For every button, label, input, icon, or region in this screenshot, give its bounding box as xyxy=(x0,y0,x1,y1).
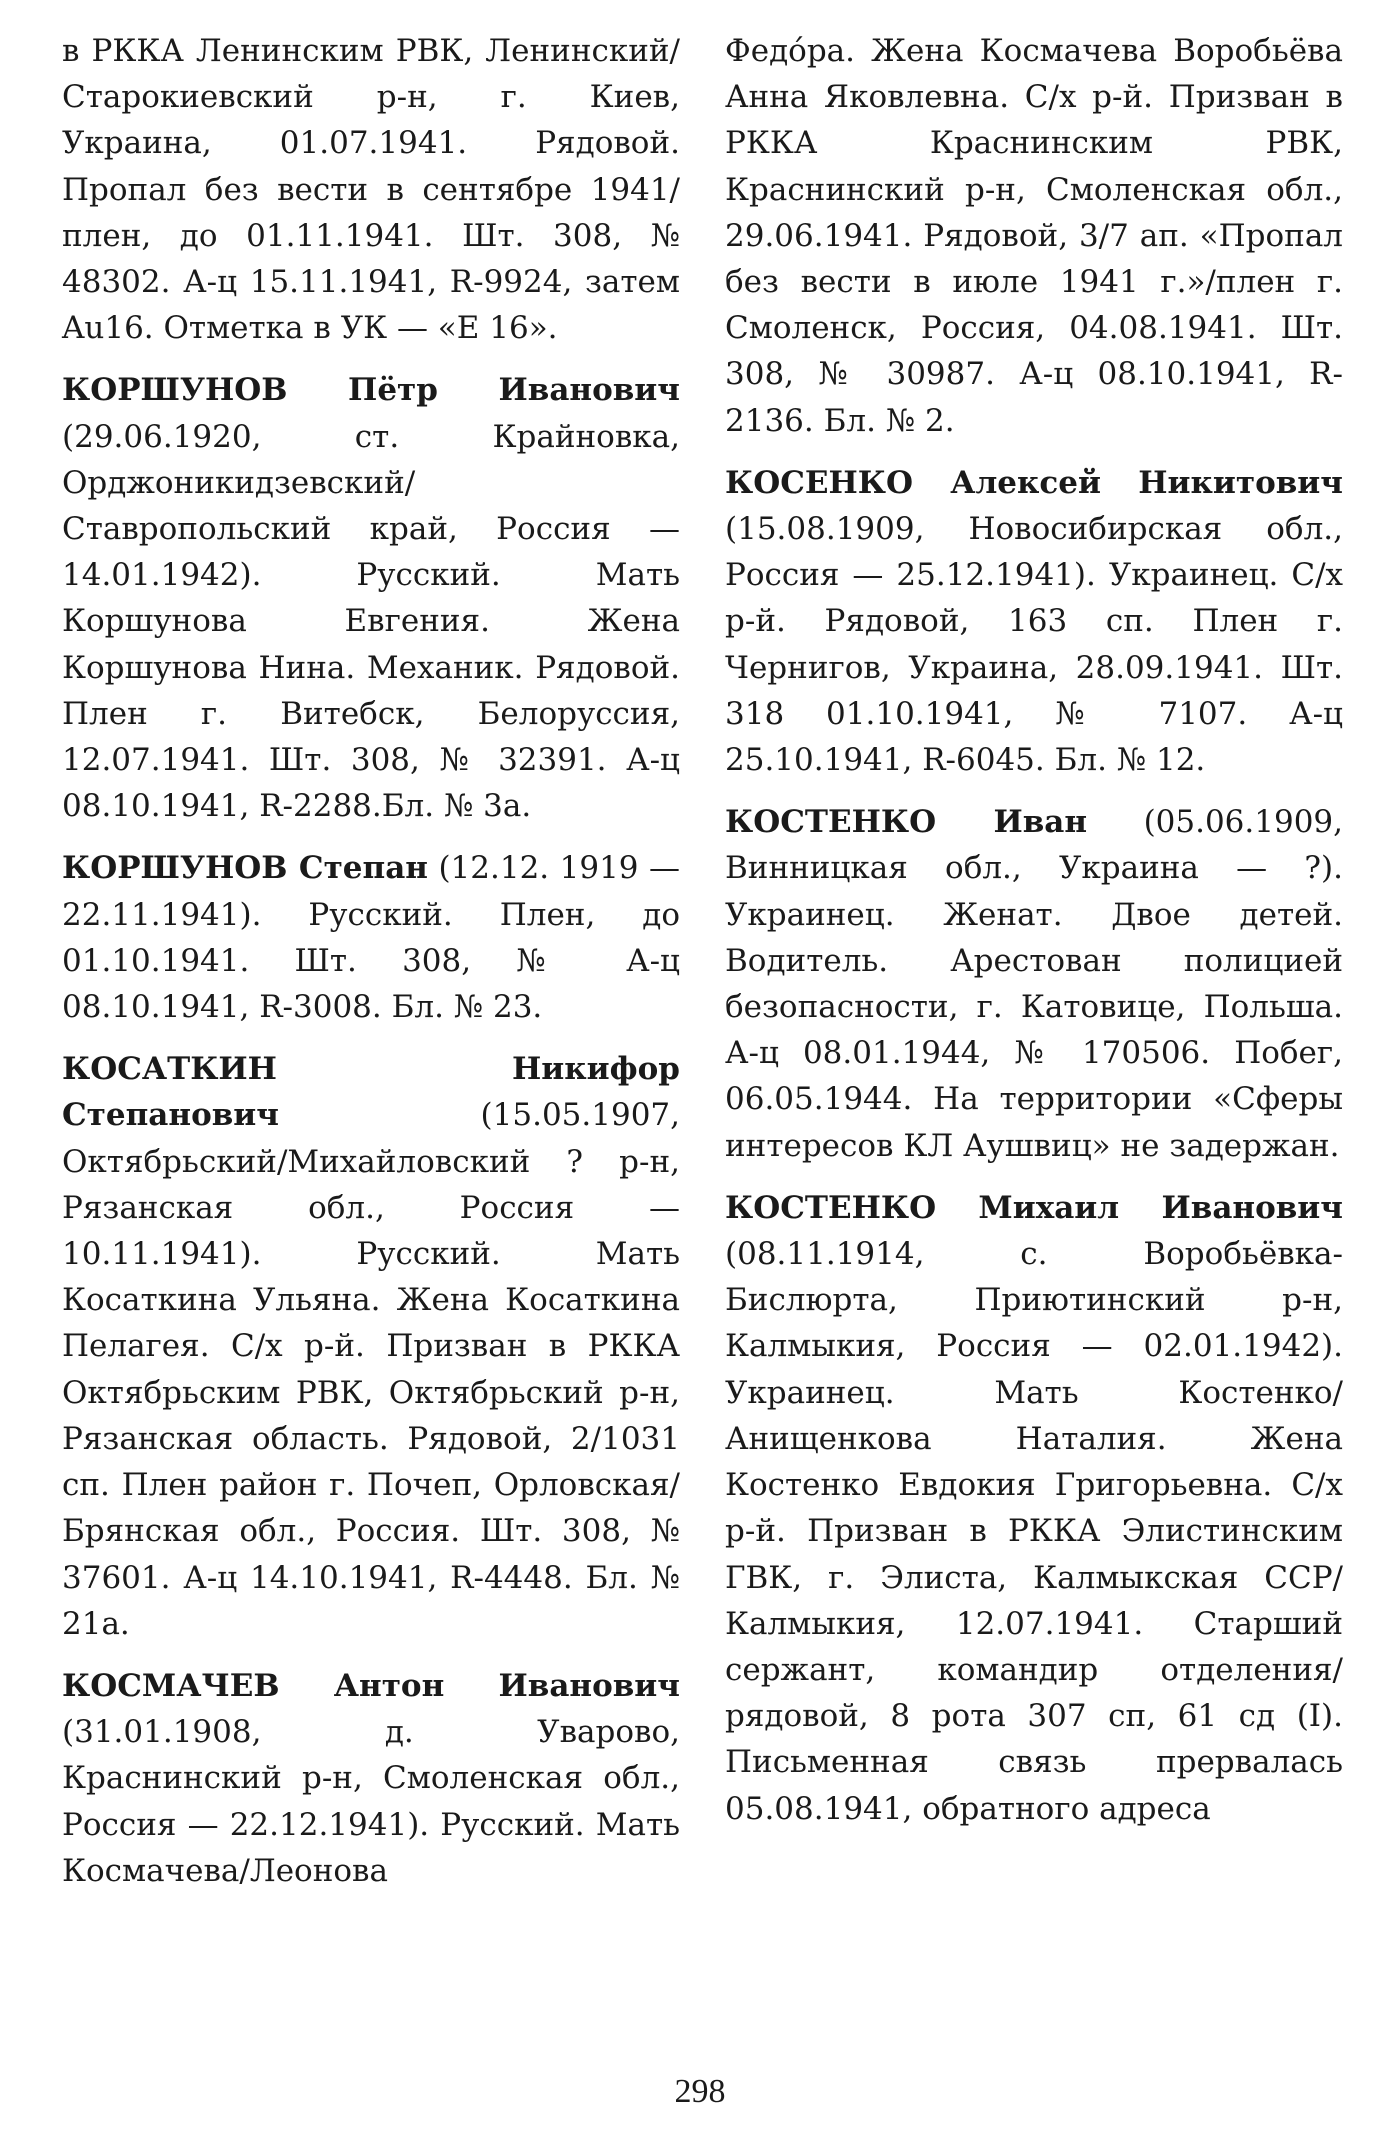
entry-continuation xyxy=(62,28,680,351)
entry-korshunov-petr xyxy=(62,367,680,829)
entry-name: КОСТЕНКО Михаил Иванович xyxy=(725,1189,1343,1226)
entry-kosmachev-anton xyxy=(62,1663,680,1894)
entry-text: (12.12. 1919 — 22.11.1941). Русский. Плен, до 01.10.1941. Шт. 308, № А-ц 08.10.1941, R-3008. Бл. № 23. xyxy=(62,850,680,1026)
entry-name: КОСТЕНКО Иван xyxy=(725,804,1088,841)
right-column xyxy=(725,28,1343,1848)
entry-text: (08.11.1914, с. Воробьёвка-Бислюрта, Приютинский р-н, Калмыкия, Россия — 02.01.1942). Украинец. Мать Костенко/Анищенкова Наталия. Жена Костенко Евдокия Григорьевна. С/х р-й. Призван в РККА Элистинским ГВК, г. Элиста, Калмыкская ССР/Калмыкия, 12.07.1941. Старший сержант, командир отделения/ рядовой, 8 рота 307 сп, 61 сд (I). Письменная связь прервалась 05.08.1941, обратного адреса xyxy=(725,1236,1343,1827)
entry-kosatkin-nikifor xyxy=(62,1046,680,1647)
entry-text: (15.05.1907, Октябрьский/Михайловский ? р-н, Рязанская обл., Россия — 10.11.1941). Русский. Мать Косаткина Ульяна. Жена Косаткина Пелагея. С/х р-й. Призван в РККА Октябрьским РВК, Октябрьский р-н, Рязанская область. Рядовой, 2/1031 сп. Плен район г. Почеп, Орловская/ Брянская обл., Россия. Шт. 308, № 37601. А-ц 14.10.1941, R-4448. Бл. № 21а. xyxy=(62,1097,680,1642)
entry-name: КОРШУНОВ Степан xyxy=(62,850,428,887)
entry-text: Федóра. Жена Космачева Воробьёва Анна Яковлевна. С/х р-й. Призван в РККА Краснинским РВК, Краснинский р-н, Смоленская обл., 29.06.1941. Рядовой, 3/7 ап. «Пропал без вести в июле 1941 г.»/плен г. Смоленск, Россия, 04.08.1941. Шт. 308, № 30987. А-ц 08.10.1941, R-2136. Бл. № 2. xyxy=(725,33,1343,439)
left-column xyxy=(62,28,680,1910)
entry-name: КОРШУНОВ Пётр Иванович xyxy=(62,372,680,409)
entry-kostenko-ivan xyxy=(725,799,1343,1169)
entry-text: (29.06.1920, ст. Крайновка, Орджоникидзевский/ Ставропольский край, Россия — 14.01.1942). Русский. Мать Коршунова Евгения. Жена Коршунова Нина. Механик. Рядовой. Плен г. Витебск, Белоруссия, 12.07.1941. Шт. 308, № 32391. А-ц 08.10.1941, R-2288.Бл. № 3а. xyxy=(62,418,680,825)
entry-text: в РККА Ленинским РВК, Ленинский/Старокиевский р-н, г. Киев, Украина, 01.07.1941. Рядовой. Пропал без вести в сентябре 1941/плен, до 01.11.1941. Шт. 308, № 48302. А-ц 15.11.1941, R-9924, затем Au16. Отметка в УК — «Е 16». xyxy=(62,33,680,347)
entry-korshunov-stepan xyxy=(62,845,680,1030)
entry-continuation xyxy=(725,28,1343,444)
entry-text: (15.08.1909, Новосибирская обл., Россия — 25.12.1941). Украинец. С/х р-й. Рядовой, 163 сп. Плен г. Чернигов, Украина, 28.09.1941. Шт. 318 01.10.1941, № 7107. А-ц 25.10.1941, R-6045. Бл. № 12. xyxy=(725,511,1343,779)
entry-name: КОСМАЧЕВ Антон Иванович xyxy=(62,1667,680,1704)
entry-text: (05.06.1909, Винницкая обл., Украина — ?). Украинец. Женат. Двое детей. Водитель. Арестован полицией безопасности, г. Катовице, Польша. А-ц 08.01.1944, № 170506. Побег, 06.05.1944. На территории «Сферы интересов КЛ Аушвиц» не задержан. xyxy=(725,804,1344,1164)
entry-kostenko-mikhail xyxy=(725,1185,1343,1832)
entry-name: КОСЕНКО Алексей Никитович xyxy=(725,464,1343,501)
page-number: 298 xyxy=(674,2073,726,2110)
entry-text: (31.01.1908, д. Уварово, Краснинский р-н, Смоленская обл., Россия — 22.12.1941). Русский. Мать Космачева/Леонова xyxy=(62,1714,680,1889)
entry-name: КОСАТКИН Никифор Степанович xyxy=(62,1051,680,1134)
entry-kosenko-aleksei xyxy=(725,460,1343,783)
